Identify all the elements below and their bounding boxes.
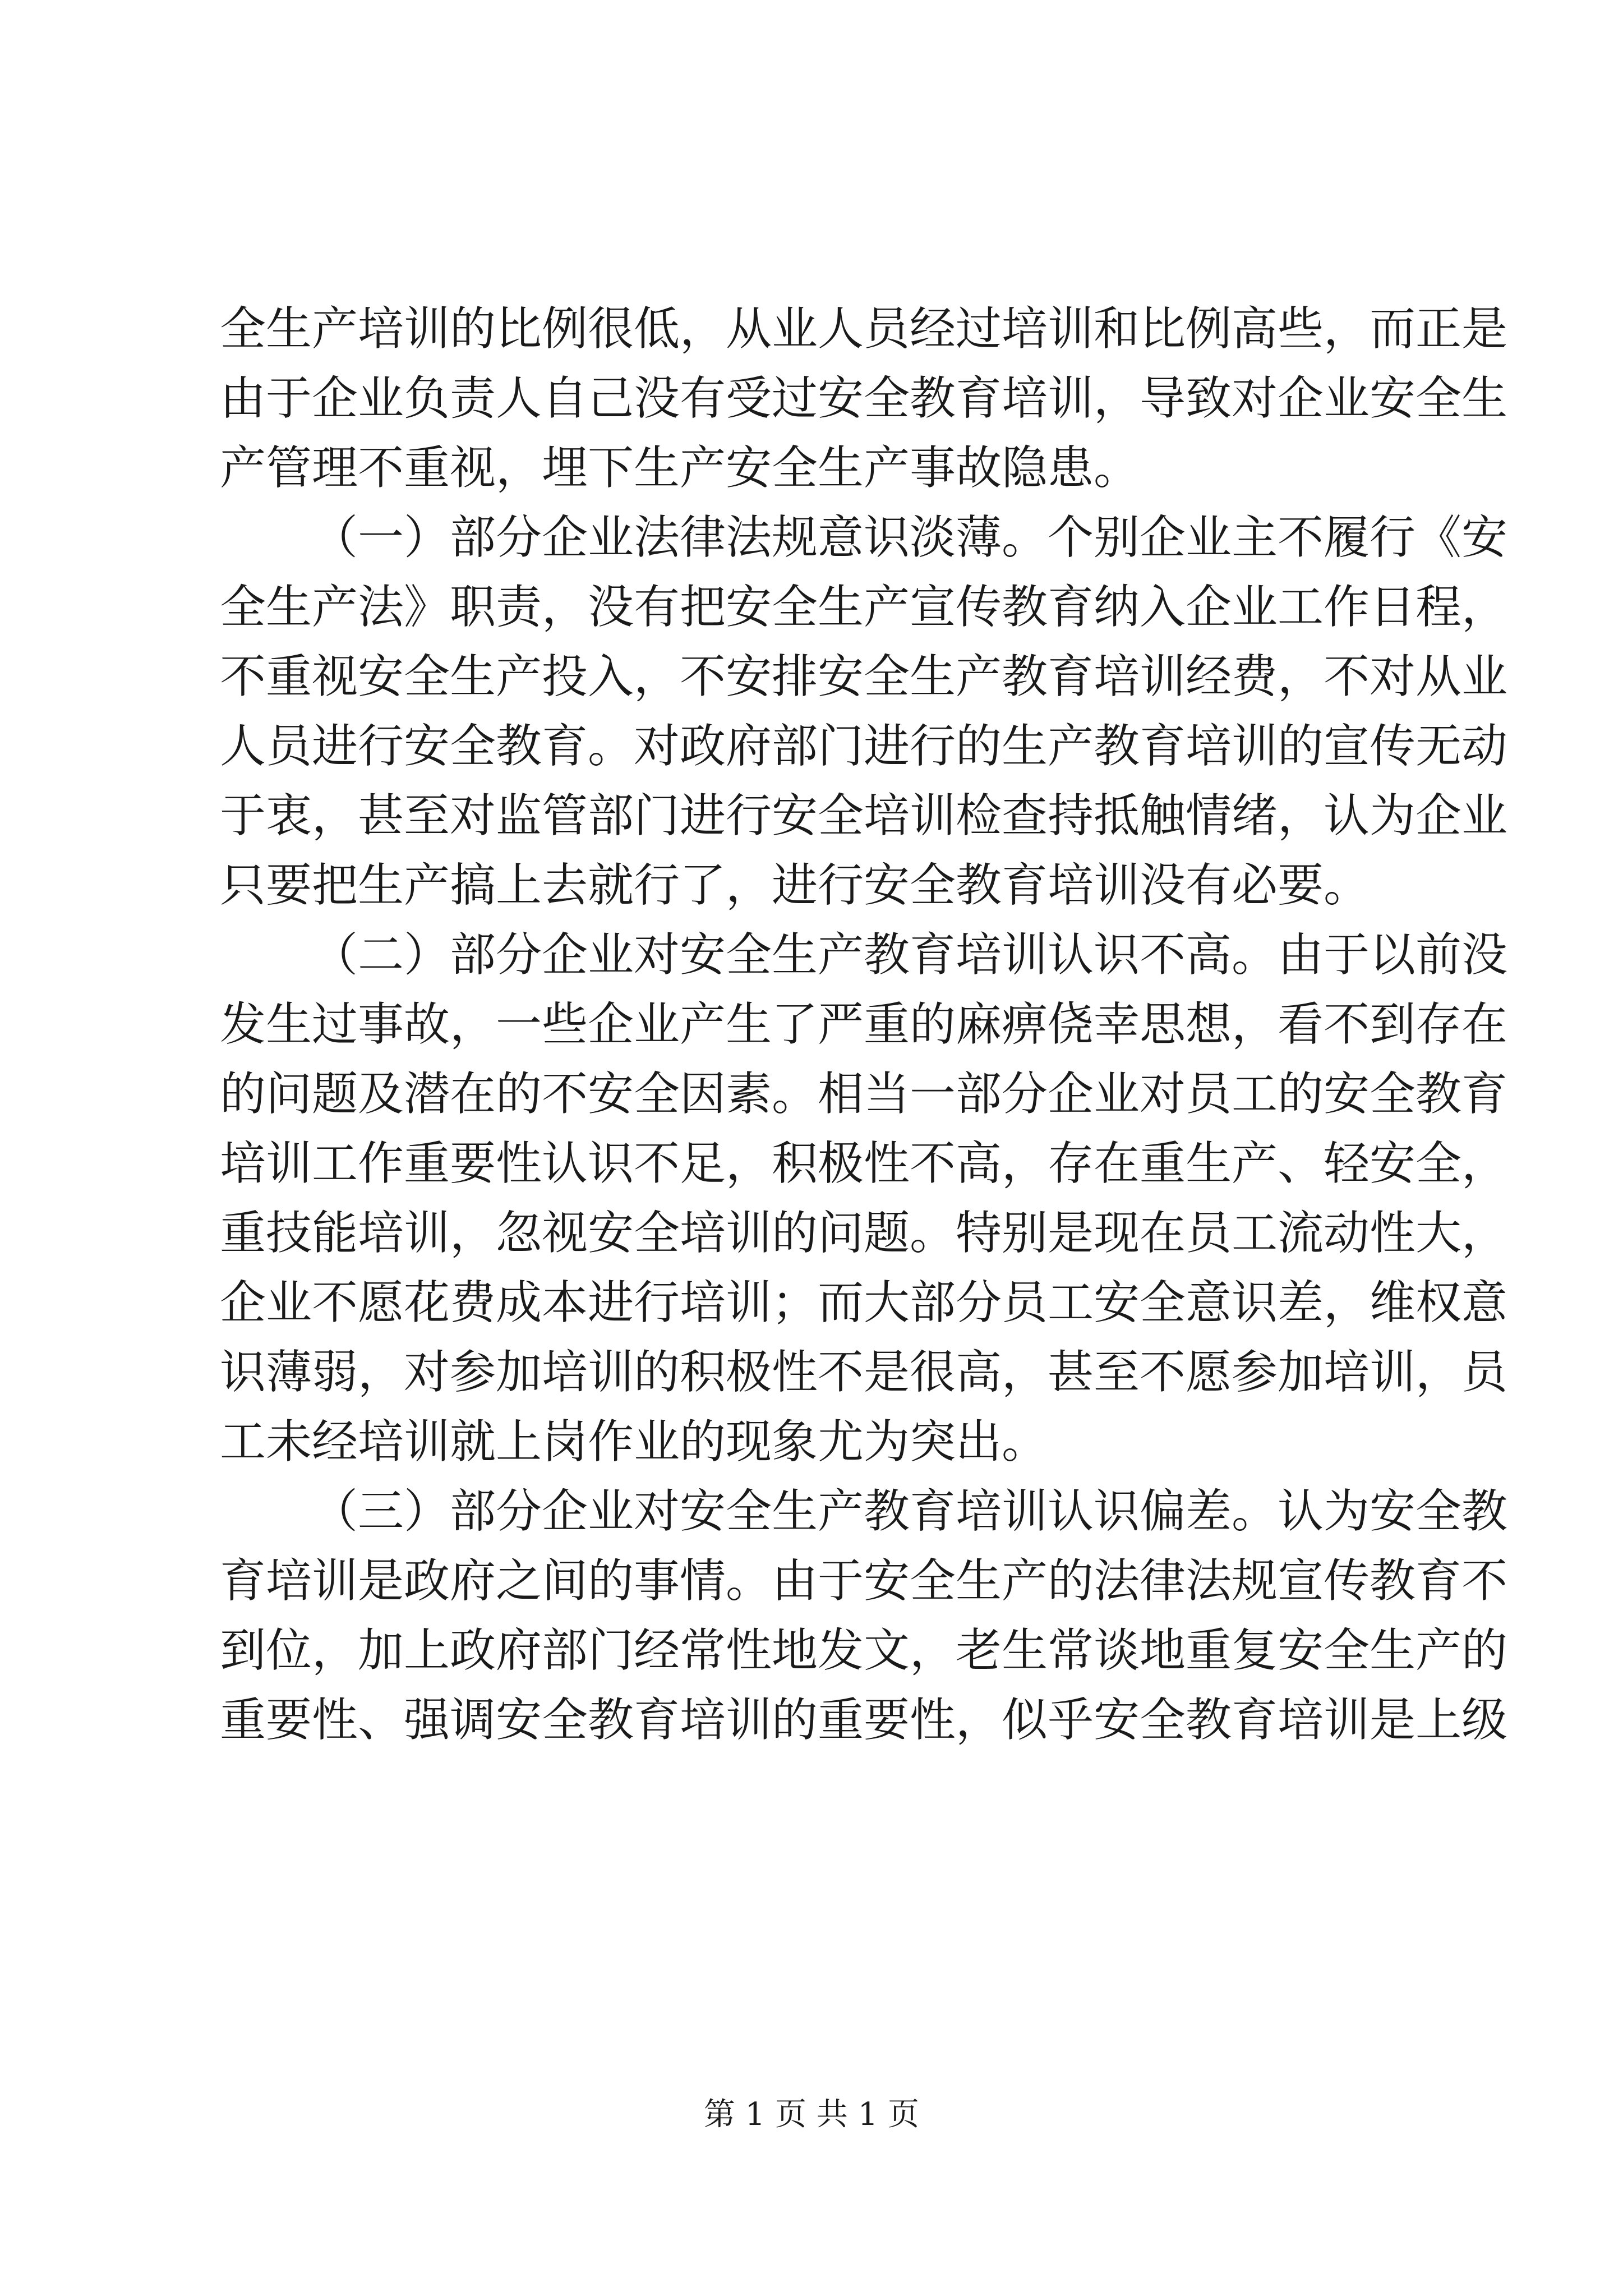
text-line: 育培训是政府之间的事情。由于安全生产的法律法规宣传教育不 [220,1554,1508,1608]
text-line: 发生过事故，一些企业产生了严重的麻痹侥幸思想，看不到存在 [220,998,1508,1051]
text-line: 工未经培训就上岗作业的现象尤为突出。 [220,1415,1048,1469]
text-line: 重技能培训，忽视安全培训的问题。特别是现在员工流动性大， [220,1207,1508,1260]
text-line: 企业不愿花费成本进行培训；而大部分员工安全意识差，维权意 [220,1276,1508,1329]
text-line: 全生产法》职责，没有把安全生产宣传教育纳入企业工作日程， [220,581,1508,634]
text-line: 培训工作重要性认识不足，积极性不高，存在重生产、轻安全， [220,1137,1508,1190]
section-heading-line: （一）部分企业法律法规意识淡薄。个别企业主不履行《安 [312,511,1508,564]
text-line: 于衷，甚至对监管部门进行安全培训检查持抵触情绪，认为企业 [220,789,1508,843]
document-body [220,295,1508,1755]
text-line: 的问题及潜在的不安全因素。相当一部分企业对员工的安全教育 [220,1068,1508,1121]
text-line: 全生产培训的比例很低，从业人员经过培训和比例高些，而正是 [220,302,1508,356]
text-line: 产管理不重视，埋下生产安全生产事故隐患。 [220,441,1140,495]
section-heading-line: （二）部分企业对安全生产教育培训认识不高。由于以前没 [312,928,1508,982]
text-line: 人员进行安全教育。对政府部门进行的生产教育培训的宣传无动 [220,720,1508,773]
text-line: 重要性、强调安全教育培训的重要性，似乎安全教育培训是上级 [220,1694,1508,1747]
text-line: 不重视安全生产投入，不安排安全生产教育培训经费，不对从业 [220,650,1508,703]
text-line: 识薄弱，对参加培训的积极性不是很高，甚至不愿参加培训，员 [220,1346,1508,1399]
page-number-label: 第 1 页 共 1 页 [703,2096,920,2133]
text-line: 到位，加上政府部门经常性地发文，老生常谈地重复安全生产的 [220,1624,1508,1677]
section-heading-line: （三）部分企业对安全生产教育培训认识偏差。认为安全教 [312,1485,1508,1538]
text-line: 只要把生产搞上去就行了，进行安全教育培训没有必要。 [220,859,1370,912]
text-line: 由于企业负责人自己没有受过安全教育培训，导致对企业安全生 [220,372,1508,425]
page-footer [0,2095,1623,2134]
